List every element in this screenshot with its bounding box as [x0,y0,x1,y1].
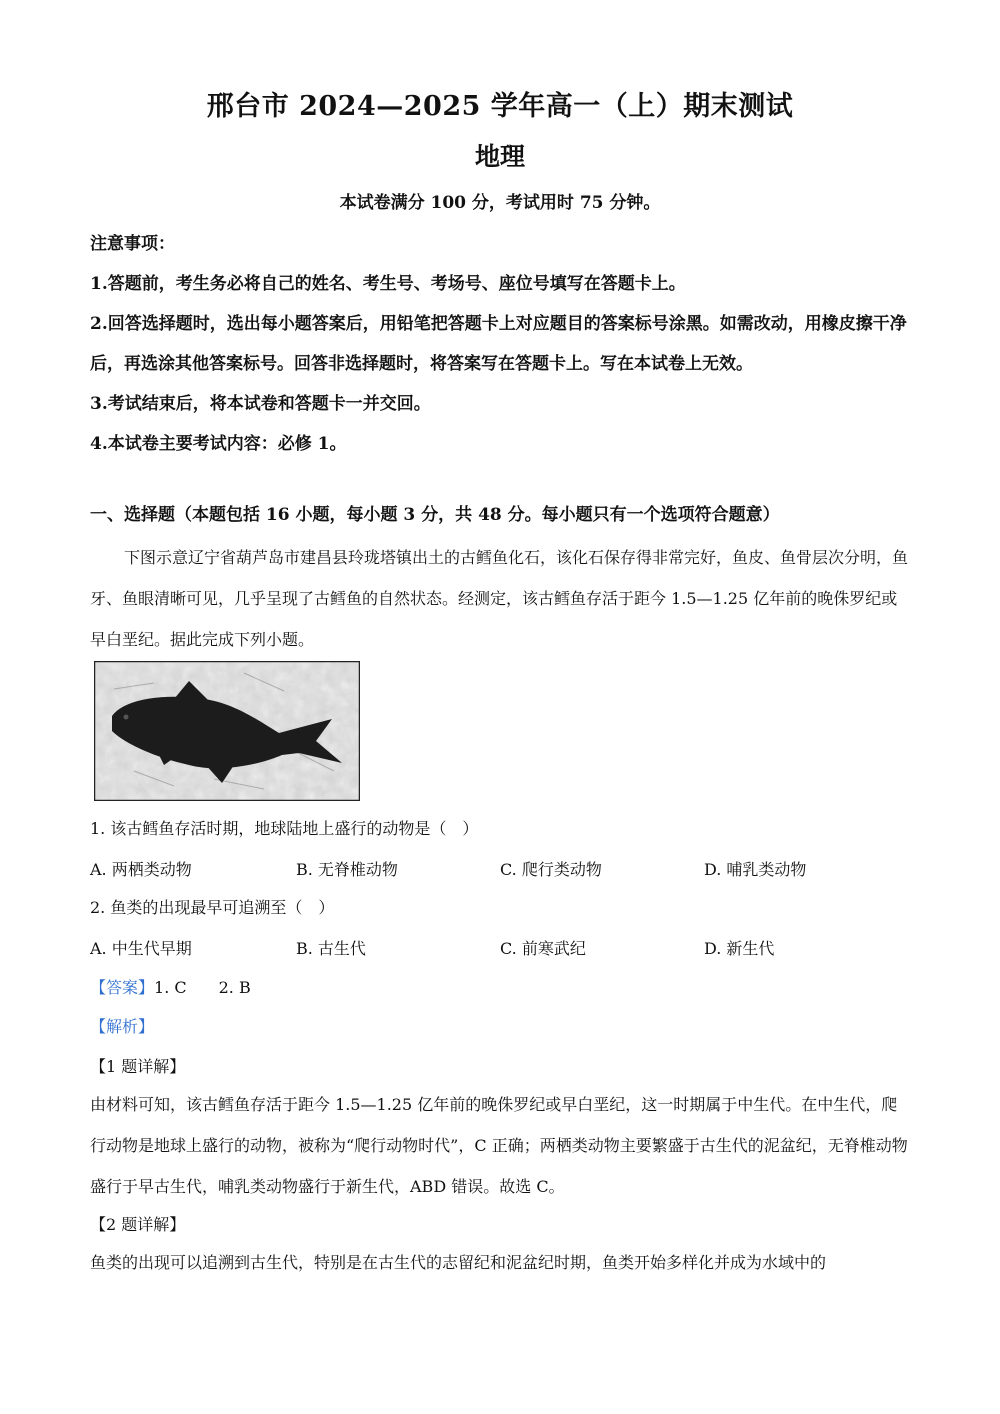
answer-line [90,975,251,998]
q2-option-a[interactable]: A. 中生代早期 [90,939,192,958]
detail-2-text: 鱼类的出现可以追溯到古生代，特别是在古生代的志留纪和泥盆纪时期，鱼类开始多样化并成为水域中的 [90,1253,827,1272]
score-info: 本试卷满分 100 分，考试用时 75 分钟。 [339,193,661,213]
q1-option-d[interactable]: D. 哺乳类动物 [704,860,807,879]
detail-1-text: 由材料可知，该古鳕鱼存活于距今 1.5—1.25 亿年前的晚侏罗纪或早白垩纪，这一时期属于中生代。在中生代，爬行动物是地球上盛行的动物，被称为“爬行动物时代”，C 正确；两栖类动物主要繁盛于古生代的泥盆纪，无脊椎动物盛行于早古生代，哺乳类动物盛行于新生代，ABD 错误。故选 C。 [90,1095,908,1196]
question-1-stem: 1. 该古鳕鱼存活时期，地球陆地上盛行的动物是（ ） [90,819,479,838]
q1-option-c[interactable]: C. 爬行类动物 [500,860,602,879]
q1-option-b[interactable]: B. 无脊椎动物 [296,860,398,879]
detail-1-heading: 【1 题详解】 [90,1057,186,1076]
exam-title: 邢台市 2024—2025 学年高一（上）期末测试 [206,91,794,122]
analysis-label: 【解析】 [90,1017,155,1036]
section-title: 一、选择题（本题包括 16 小题，每小题 3 分，共 48 分。每小题只有一个选项符合题意） [90,505,780,525]
detail-2-heading: 【2 题详解】 [90,1215,186,1234]
answer-text: 1. C 2. B [154,978,251,997]
answer-tag: 【答案】 [90,978,155,997]
q1-option-a[interactable]: A. 两栖类动物 [90,860,192,879]
q2-option-b[interactable]: B. 古生代 [296,939,366,958]
notice-item-3: 3.考试结束后，将本试卷和答题卡一并交回。 [90,394,431,414]
question-intro: 下图示意辽宁省葫芦岛市建昌县玲珑塔镇出土的古鳕鱼化石，该化石保存得非常完好，鱼皮、鱼骨层次分明，鱼牙、鱼眼清晰可见，几乎呈现了古鳕鱼的自然状态。经测定，该古鳕鱼存活于距今 1.5—1.25 亿年前的晚侏罗纪或早白垩纪。据此完成下列小题。 [90,548,909,649]
q2-option-d[interactable]: D. 新生代 [704,939,775,958]
notice-heading: 注意事项： [90,234,175,254]
notice-block [90,224,910,464]
fish-fossil-image [94,661,360,801]
notice-item-4: 4.本试卷主要考试内容：必修 1。 [90,434,347,454]
notice-item-1: 1.答题前，考生务必将自己的姓名、考生号、考场号、座位号填写在答题卡上。 [90,274,686,294]
q2-option-c[interactable]: C. 前寒武纪 [500,939,586,958]
exam-subject: 地理 [474,142,525,171]
question-2-stem: 2. 鱼类的出现最早可追溯至（ ） [90,898,335,917]
question-1-options [90,857,910,881]
question-2-options [90,936,910,960]
notice-item-2: 2.回答选择题时，选出每小题答案后，用铅笔把答题卡上对应题目的答案标号涂黑。如需改动，用橡皮擦干净后，再选涂其他答案标号。回答非选择题时，将答案写在答题卡上。写在本试卷上无效。 [90,314,907,374]
